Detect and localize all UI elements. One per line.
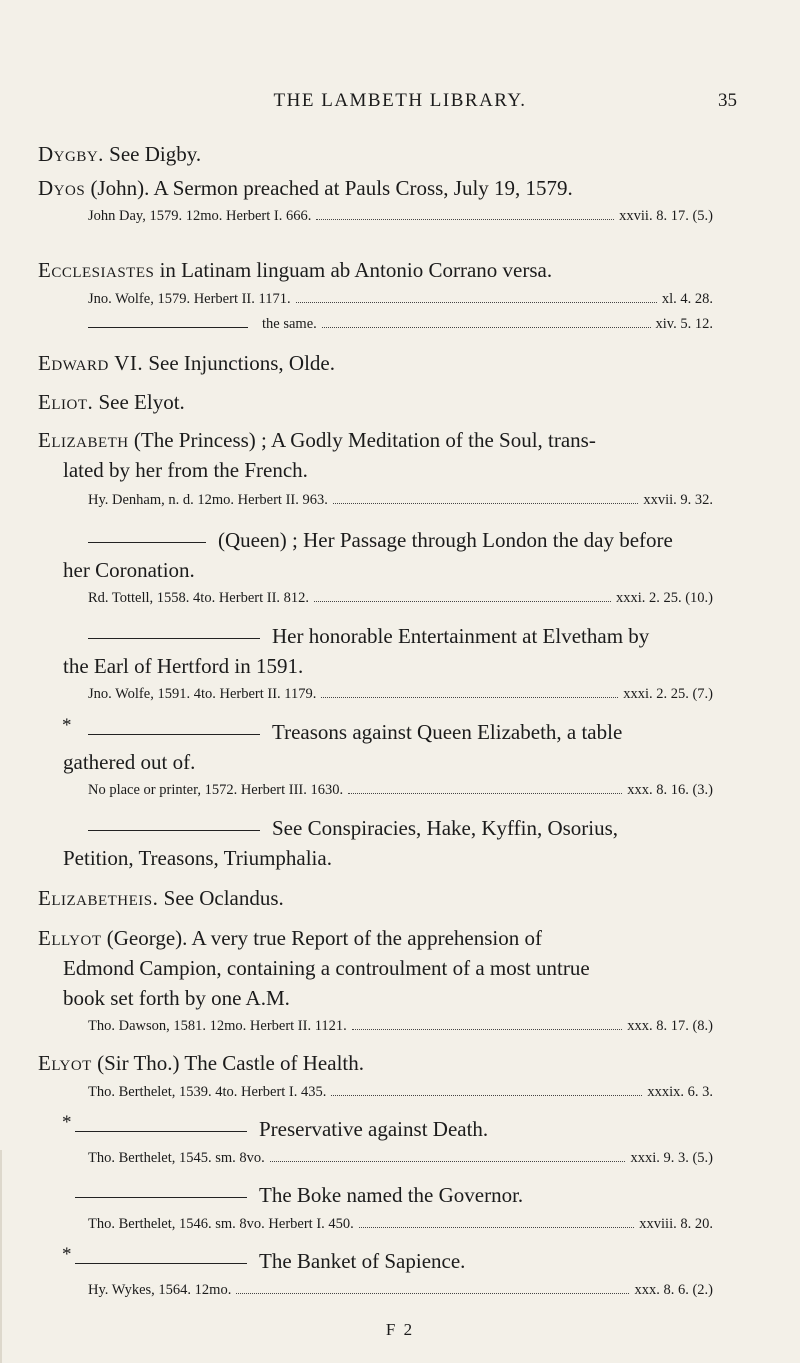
headword: Eliot. (38, 390, 94, 414)
ditto-dash (88, 830, 260, 831)
entry-heading (38, 924, 713, 952)
imprint-line (88, 1082, 713, 1102)
press-mark: xxxi. 9. 3. (5.) (630, 1150, 713, 1166)
dot-leader (322, 327, 651, 328)
imprint-line (88, 1148, 713, 1168)
entry-heading (75, 1115, 713, 1143)
imprint-text: Hy. Wykes, 1564. 12mo. (88, 1282, 232, 1298)
imprint-text: Tho. Berthelet, 1545. sm. 8vo. (88, 1150, 265, 1166)
ditto-dash (75, 1263, 247, 1264)
press-mark: xxx. 8. 17. (8.) (627, 1018, 713, 1034)
dot-leader (333, 503, 638, 504)
headword: Elizabetheis. (38, 886, 159, 910)
entry-heading (38, 388, 713, 416)
imprint-text: John Day, 1579. 12mo. Herbert I. 666. (88, 208, 312, 224)
entry-text: (The Princess) ; A Godly Meditation of the Soul, trans- (133, 428, 596, 452)
headword: Elizabeth (38, 428, 129, 452)
asterisk-mark: * (62, 1244, 72, 1265)
imprint-text: Jno. Wolfe, 1579. Herbert II. 1171. (88, 291, 291, 307)
imprint-line (88, 206, 713, 226)
dot-leader (314, 601, 611, 602)
signature-mark: F 2 (385, 1320, 415, 1339)
ditto-dash (88, 734, 260, 735)
headword: Edward VI. (38, 351, 144, 375)
press-mark: xxvii. 8. 17. (5.) (619, 208, 713, 224)
entry-heading (75, 1247, 713, 1275)
imprint-line (88, 289, 713, 309)
imprint-line (88, 588, 713, 608)
asterisk-mark: * (62, 1112, 72, 1133)
entry-heading (38, 256, 713, 284)
imprint-text: No place or printer, 1572. Herbert III. 1630. (88, 782, 344, 798)
imprint-text: Hy. Denham, n. d. 12mo. Herbert II. 963. (88, 492, 328, 508)
ditto-dash (88, 542, 206, 543)
press-mark: xxx. 8. 6. (2.) (634, 1282, 713, 1298)
imprint-line (88, 490, 713, 510)
ditto-dash (88, 638, 260, 639)
imprint-line (88, 1214, 713, 1234)
page-header (0, 90, 800, 120)
headword: Ecclesiastes (38, 258, 155, 282)
press-mark: xxx. 8. 16. (3.) (627, 782, 713, 798)
headword: Dyos (38, 176, 86, 200)
entry-text: The Banket of Sapience. (259, 1249, 466, 1273)
entry-text: See Conspiracies, Hake, Kyffin, Osorius, (272, 816, 619, 840)
entry-heading (38, 140, 713, 168)
entry-text: See Oclandus. (163, 886, 284, 910)
entry-text: Preservative against Death. (259, 1117, 489, 1141)
ditto-dash (88, 327, 248, 328)
entry-text: (Sir Tho.) The Castle of Health. (97, 1051, 364, 1075)
imprint-line (88, 684, 713, 704)
entry-heading (38, 884, 713, 912)
imprint-text: Rd. Tottell, 1558. 4to. Herbert II. 812. (88, 590, 310, 606)
page-edge-shadow (0, 1150, 2, 1363)
dot-leader (331, 1095, 642, 1096)
entry-continuation: book set forth by one A.M. (63, 986, 290, 1010)
running-title: THE LAMBETH LIBRARY. (273, 90, 527, 111)
entry-text: (Queen) ; Her Passage through London the day before (218, 528, 673, 552)
press-mark: xxvii. 9. 32. (643, 492, 713, 508)
entry-continuation: the Earl of Hertford in 1591. (63, 654, 304, 678)
entry-heading (75, 1181, 713, 1209)
dot-leader (321, 697, 618, 698)
press-mark: xl. 4. 28. (661, 291, 713, 307)
imprint-line (88, 1280, 713, 1300)
press-mark: xxxix. 6. 3. (647, 1084, 713, 1100)
entry-text: in Latinam linguam ab Antonio Corrano versa. (159, 258, 553, 282)
entry-text: Her honorable Entertainment at Elvetham by (272, 624, 650, 648)
entry-continuation: gathered out of. (63, 750, 196, 774)
dot-leader (316, 219, 614, 220)
entry-continuation: lated by her from the French. (63, 458, 308, 482)
entry-heading (38, 174, 713, 202)
imprint-text: Tho. Berthelet, 1546. sm. 8vo. Herbert I. 450. (88, 1216, 354, 1232)
entry-heading (38, 426, 713, 454)
entry-heading (88, 622, 713, 650)
ditto-dash (75, 1197, 247, 1198)
entry-continuation: her Coronation. (63, 558, 195, 582)
entry-text: See Digby. (109, 142, 202, 166)
press-mark: xxviii. 8. 20. (639, 1216, 713, 1232)
headword: Elyot (38, 1051, 92, 1075)
press-mark: xxxi. 2. 25. (10.) (615, 590, 713, 606)
dot-leader (359, 1227, 635, 1228)
headword: Dygby. (38, 142, 104, 166)
entry-heading (38, 1049, 713, 1077)
imprint-text: Tho. Berthelet, 1539. 4to. Herbert I. 435. (88, 1084, 327, 1100)
dot-leader (352, 1029, 622, 1030)
imprint-text: Jno. Wolfe, 1591. 4to. Herbert II. 1179. (88, 686, 317, 702)
entry-heading (88, 814, 713, 842)
entry-text: (George). A very true Report of the apprehension of (106, 926, 542, 950)
entry-continuation: Edmond Campion, containing a controulment of a most untrue (63, 956, 590, 980)
entry-text: See Injunctions, Olde. (148, 351, 335, 375)
imprint-line (88, 780, 713, 800)
imprint-line-same (88, 314, 713, 334)
entry-continuation: Petition, Treasons, Triumphalia. (63, 846, 332, 870)
entry-heading (88, 526, 713, 554)
imprint-line (88, 1016, 713, 1036)
entry-heading (88, 718, 713, 746)
entry-text: (John). A Sermon preached at Pauls Cross, July 19, 1579. (90, 176, 573, 200)
asterisk-mark: * (62, 715, 72, 736)
dot-leader (348, 793, 622, 794)
entry-text: See Elyot. (98, 390, 185, 414)
ditto-dash (75, 1131, 247, 1132)
headword: Ellyot (38, 926, 102, 950)
dot-leader (296, 302, 657, 303)
page-number: 35 (718, 90, 737, 111)
dot-leader (236, 1293, 629, 1294)
dot-leader (270, 1161, 626, 1162)
entry-text: The Boke named the Governor. (259, 1183, 524, 1207)
entry-text: Treasons against Queen Elizabeth, a table (272, 720, 623, 744)
press-mark: xiv. 5. 12. (655, 316, 713, 332)
imprint-text: Tho. Dawson, 1581. 12mo. Herbert II. 1121. (88, 1018, 347, 1034)
press-mark: xxxi. 2. 25. (7.) (623, 686, 713, 702)
entry-heading (38, 349, 713, 377)
imprint-text: the same. (262, 316, 317, 332)
